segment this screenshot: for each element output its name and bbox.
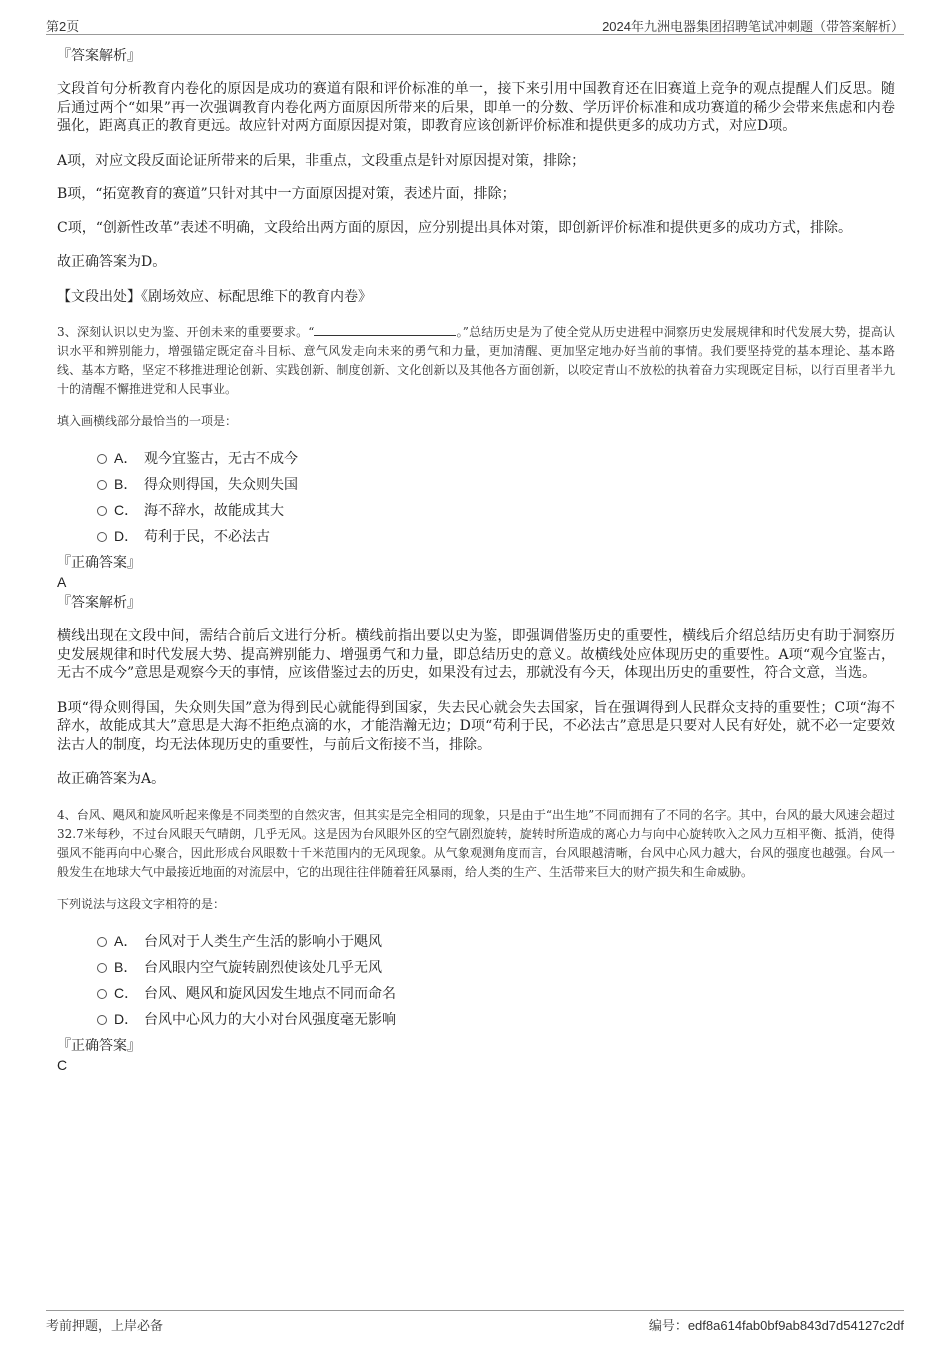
q3-option-b[interactable]: B． 得众则得国，失众则失国 (57, 471, 895, 497)
q4-answer: C (57, 1056, 68, 1073)
q2-analysis-p4: C项，“创新性改革”表述不明确，文段给出两方面的原因，应分别提出具体对策，即创新评价标准和提供更多的成功方式，排除。 (57, 219, 853, 236)
q2-analysis-label: 『答案解析』 (57, 48, 141, 64)
q2-analysis-p1: 文段首句分析教育内卷化的原因是成功的赛道有限和评价标准的单一，接下来引用中国教育还在旧赛道上竞争的观点提醒人们反思。随后通过两个“如果”再一次强调教育内卷化两方面原因所带来的后果，即单一的分数、学历评价标准和成功赛道的稀少会带来焦虑和内卷强化，距离真正的教育更远。故应针对两方面原因提对策，即教育应该创新评价标准和提供更多的成功方式，对应D项。 (57, 81, 895, 134)
radio-icon[interactable] (97, 480, 107, 490)
radio-icon[interactable] (97, 532, 107, 542)
q3-prompt: 填入画横线部分最恰当的一项是： (57, 414, 238, 428)
q3-analysis-p2: B项“得众则得国，失众则失国”意为得到民心就能得到国家，失去民心就会失去国家，旨在强调得到人民群众支持的重要性；C项“海不辞水，故能成其大”意思是大海不拒绝点滴的水，才能浩瀚无边；D项“苟利于民，不必法古”意思是只要对人民有好处，就不必一定要效法古人的制度，均无法体现历史的重要性，与前后文衔接不当，排除。 (57, 699, 895, 753)
q2-source: 【文段出处】《剧场效应、标配思维下的教育内卷》 (57, 288, 372, 305)
radio-icon[interactable] (97, 989, 107, 999)
document-title: 2024年九洲电器集团招聘笔试冲刺题（带答案解析） (602, 19, 904, 34)
q3-question (57, 323, 895, 399)
q4-question: 4、台风、飓风和旋风听起来像是不同类型的自然灾害，但其实是完全相同的现象，只是由于“出生地”不同而拥有了不同的名字。其中，台风的最大风速会超过32.7米每秒，不过台风眼天气晴朗，几乎无风。这是因为台风眼外区的空气剧烈旋转，旋转时所造成的离心力与向中心旋转吹入之风力互相平衡、抵消，使得强风不能再向中心聚合，因此形成台风眼数十千米范围内的无风现象。从气象观测角度而言，台风眼越清晰，台风中心风力越大，台风的强度也越强。台风一般发生在地球大气中最接近地面的对流层中，它的出现往往伴随着狂风暴雨，给人类的生产、生活带来巨大的财产损失和生命威胁。 (57, 807, 895, 879)
footer-slogan: 考前押题，上岸必备 (46, 1318, 164, 1333)
q4-options (57, 928, 895, 1032)
q4-option-d[interactable]: D． 台风中心风力的大小对台风强度毫无影响 (57, 1006, 895, 1032)
document-body (57, 46, 895, 1074)
document-id: 编号：edf8a614fab0bf9ab843d7d54127c2df (648, 1318, 904, 1333)
q3-text-before: 3、深刻认识以史为鉴、开创未来的重要要求。“ (57, 325, 315, 339)
q3-analysis-p1: 横线出现在文段中间，需结合前后文进行分析。横线前指出要以史为鉴，即强调借鉴历史的重要性，横线后介绍总结历史有助于洞察历史发展规律和时代发展大势、提高辨别能力、增强勇气和力量，即总结历史的意义。故横线处应体现历史的重要性。A项“观今宜鉴古，无古不成今”意思是观察今天的事情，应该借鉴过去的历史，如果没有过去，那就没有今天，体现出历史的重要性，符合文意，当选。 (57, 628, 895, 681)
radio-icon[interactable] (97, 963, 107, 973)
q3-answer-label: 『正确答案』 (57, 555, 141, 571)
q2-analysis-p3: B项，“拓宽教育的赛道”只针对其中一方面原因提对策，表述片面，排除； (57, 186, 516, 202)
q3-options (57, 445, 895, 549)
q3-answer-line: 故正确答案为A。 (57, 771, 166, 787)
q3-analysis-label: 『答案解析』 (57, 595, 141, 611)
radio-icon[interactable] (97, 1015, 107, 1025)
q2-analysis-p2: A项，对应文段反面论证所带来的后果，非重点，文段重点是针对原因提对策，排除； (57, 152, 586, 169)
q4-option-a[interactable]: A． 台风对于人类生产生活的影响小于飓风 (57, 928, 895, 954)
radio-icon[interactable] (97, 506, 107, 516)
q3-option-c[interactable]: C． 海不辞水，故能成其大 (57, 497, 895, 523)
q3-option-a[interactable]: A． 观今宜鉴古，无古不成今 (57, 445, 895, 471)
q3-blank (314, 324, 456, 336)
q3-answer: A (57, 574, 67, 590)
q4-answer-label: 『正确答案』 (57, 1037, 141, 1054)
page-header (46, 14, 904, 35)
q4-option-c[interactable]: C． 台风、飓风和旋风因发生地点不同而命名 (57, 980, 895, 1006)
q4-option-b[interactable]: B． 台风眼内空气旋转剧烈使该处几乎无风 (57, 954, 895, 980)
page-footer (46, 1310, 904, 1335)
q3-option-d[interactable]: D． 苟利于民，不必法古 (57, 523, 895, 549)
radio-icon[interactable] (97, 937, 107, 947)
q3-text-after: 。”总结历史是为了使全党从历史进程中洞察历史发展规律和时代发展大势，提高认识水平和辨别能力，增强锚定既定奋斗目标、意气风发走向未来的勇气和力量，更加清醒、更加坚定地办好当前的事情。我们要坚持党的基本理论、基本路线、基本方略，坚定不移推进理论创新、实践创新、制度创新、文化创新以及其他各方面创新，以咬定青山不放松的执着奋力实现既定目标，以行百里者半九十的清醒不懈推进党和人民事业。 (57, 325, 895, 396)
radio-icon[interactable] (97, 454, 107, 464)
q2-answer-line: 故正确答案为D。 (57, 254, 167, 270)
q4-prompt: 下列说法与这段文字相符的是： (57, 896, 226, 911)
page-number: 第2页 (46, 19, 80, 34)
